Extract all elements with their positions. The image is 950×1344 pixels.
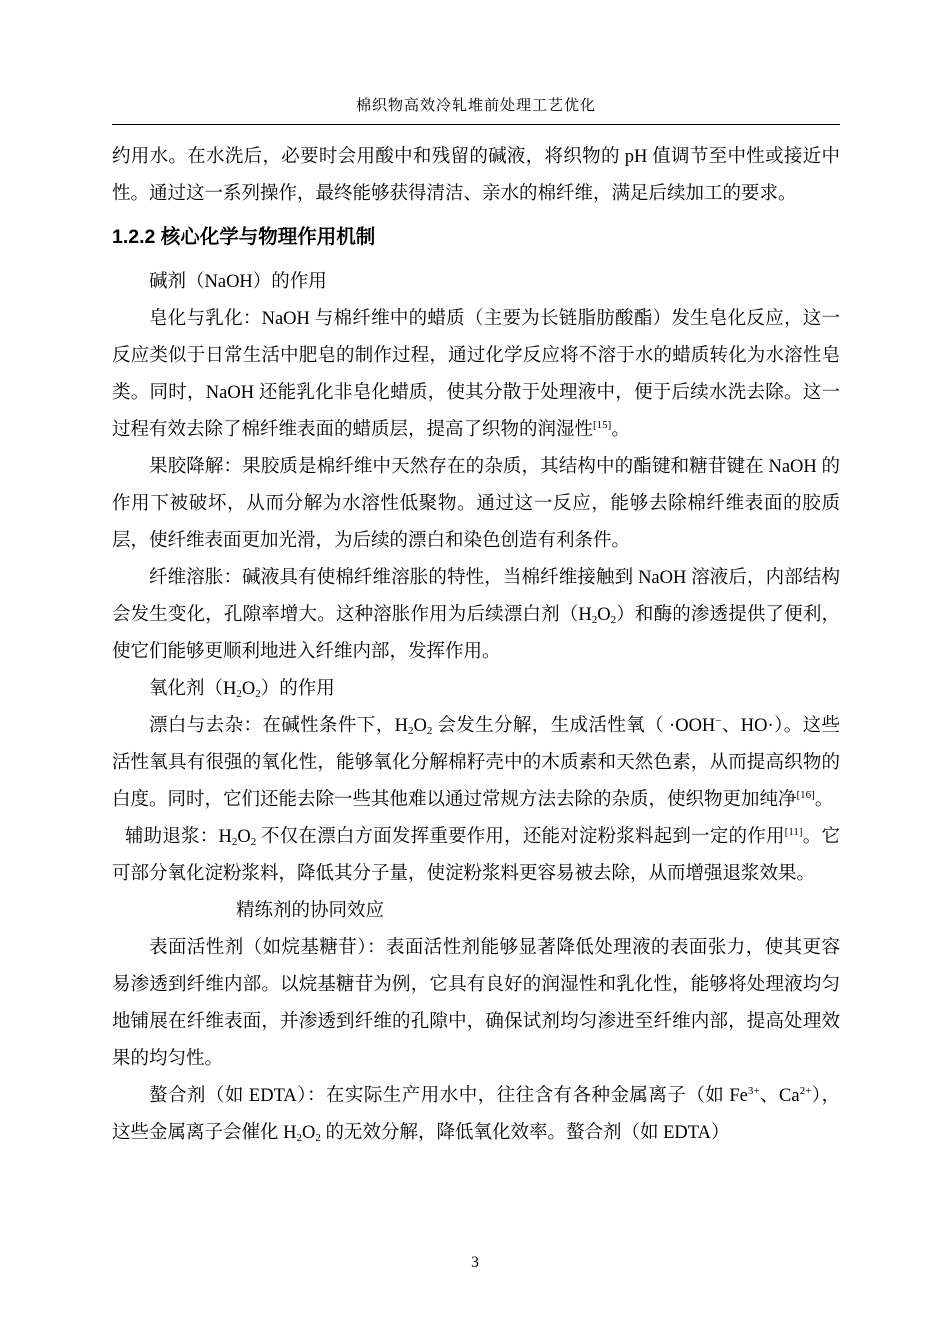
text-run: 表面活性剂（如烷基糖苷）：表面活性剂能够显著降低处理液的表面张力，使其更容易渗透到纤维内部。以烷基糖苷为例，它具有良好的润湿性和乳化性，能够将处理液均匀地铺展在纤维表面，并渗透到纤维的孔隙中，确保试剂均匀渗进至纤维内部，提高处理效果的均匀性。 <box>112 938 840 1069</box>
page-header <box>112 94 840 125</box>
text-run: 碱剂（NaOH）的作用 <box>149 272 327 292</box>
para-fiber-swelling <box>112 560 840 671</box>
running-title: 棉织物高效冷轧堆前处理工艺优化 <box>355 98 596 114</box>
superscript: − <box>715 715 722 727</box>
para-naoh-role-title <box>112 264 840 301</box>
subscript: 2 <box>591 614 598 626</box>
text-run: 氧化剂（H <box>149 679 237 699</box>
text-run: 漂白与去杂：在碱性条件下，H <box>149 716 408 736</box>
page-number: 3 <box>471 1254 479 1271</box>
text-run: O <box>241 679 256 699</box>
subscript: 2 <box>255 688 261 700</box>
text-run: 精练剂的协同效应 <box>235 901 384 921</box>
subscript: 2 <box>231 836 238 848</box>
text-run: 、HO·）。这些活性氧具有很强的氧化性，能够氧化分解棉籽壳中的木质素和天然色素，从而提高织物的白度。同时，它们还能去除一些其他难以通过常规方法去除的杂质，使织物更加纯净 <box>112 716 840 810</box>
text-run: 纤维溶胀：碱液具有使棉纤维溶胀的特性，当棉纤维接触到 NaOH 溶液后，内部结构会发生变化，孔隙率增大。这种溶胀作用为后续漂白剂（H <box>112 568 840 625</box>
para-pectin-degradation <box>112 449 840 560</box>
para-bleaching <box>112 708 840 819</box>
text-run: 的无效分解，降低氧化效率。螯合剂（如 EDTA） <box>320 1123 730 1143</box>
para-auxiliary-desizing <box>112 819 840 893</box>
text-run: 、Ca <box>759 1086 800 1106</box>
subscript: 2 <box>426 725 433 737</box>
text-run: 。 <box>814 790 834 810</box>
subscript: 2 <box>236 688 242 700</box>
para-oxidant-role-title <box>112 671 840 708</box>
subscript: 2 <box>610 614 617 626</box>
subscript: 2 <box>296 1132 302 1144</box>
para-surfactant <box>112 930 840 1078</box>
heading-1-2-2 <box>112 219 840 256</box>
superscript: [16] <box>796 789 815 801</box>
text-run: 。 <box>611 420 630 440</box>
text-run: O <box>413 716 427 736</box>
superscript: [15] <box>593 419 612 431</box>
text-run: ），这些金属离子会催化 H <box>112 1086 840 1143</box>
para-saponification <box>112 301 840 449</box>
text-run: ）的作用 <box>260 679 335 699</box>
text-run: O <box>302 1123 316 1143</box>
subscript: 2 <box>407 725 414 737</box>
subscript: 2 <box>250 836 257 848</box>
superscript: [11] <box>784 826 803 838</box>
text-run: 不仅在漂白方面发挥重要作用，还能对淀粉浆料起到一定的作用 <box>256 827 785 847</box>
superscript: 3+ <box>747 1085 760 1097</box>
para-ph-neutralize <box>112 139 840 213</box>
text-run: ）和酶的渗透提供了便利，使它们能够更顺利地进入纤维内部，发挥作用。 <box>112 605 840 662</box>
text-run: 果胶降解：果胶质是棉纤维中天然存在的杂质，其结构中的酯键和糖苷键在 NaOH 的作用下被破坏，从而分解为水溶性低聚物。通过这一反应，能够去除棉纤维表面的胶质层，使纤维表面更加光滑，为后续的漂白和染色创造有利条件。 <box>112 457 840 551</box>
text-run: O <box>237 827 251 847</box>
document-body <box>112 139 840 1152</box>
para-chelating-agent <box>112 1078 840 1152</box>
text-run: 会发生分解，生成活性氧（ ·OOH <box>432 716 716 736</box>
text-run: 螯合剂（如 EDTA）：在实际生产用水中，往往含有各种金属离子（如 Fe <box>149 1086 748 1106</box>
text-run: O <box>597 605 611 625</box>
para-scouring-agent-title <box>112 893 840 930</box>
subscript: 2 <box>315 1132 321 1144</box>
text-run: 皂化与乳化：NaOH 与棉纤维中的蜡质（主要为长链脂肪酸酯）发生皂化反应，这一反应类似于日常生活中肥皂的制作过程，通过化学反应将不溶于水的蜡质转化为水溶性皂类。同时，NaOH 还能乳化非皂化蜡质，使其分散于处理液中，便于后续水洗去除。这一过程有效去除了棉纤维表面的蜡质层，提高了织物的润湿性 <box>112 309 840 440</box>
page-footer <box>0 1254 950 1272</box>
text-run: 1.2.2 核心化学与物理作用机制 <box>112 226 376 248</box>
superscript: 2+ <box>799 1085 812 1097</box>
text-run: 辅助退浆：H <box>124 827 232 847</box>
text-run: 。它可部分氧化淀粉浆料，降低其分子量，使淀粉浆料更容易被去除，从而增强退浆效果。 <box>112 827 840 884</box>
text-run: 约用水。在水洗后，必要时会用酸中和残留的碱液，将织物的 pH 值调节至中性或接近中性。通过这一系列操作，最终能够获得清洁、亲水的棉纤维，满足后续加工的要求。 <box>112 147 840 204</box>
